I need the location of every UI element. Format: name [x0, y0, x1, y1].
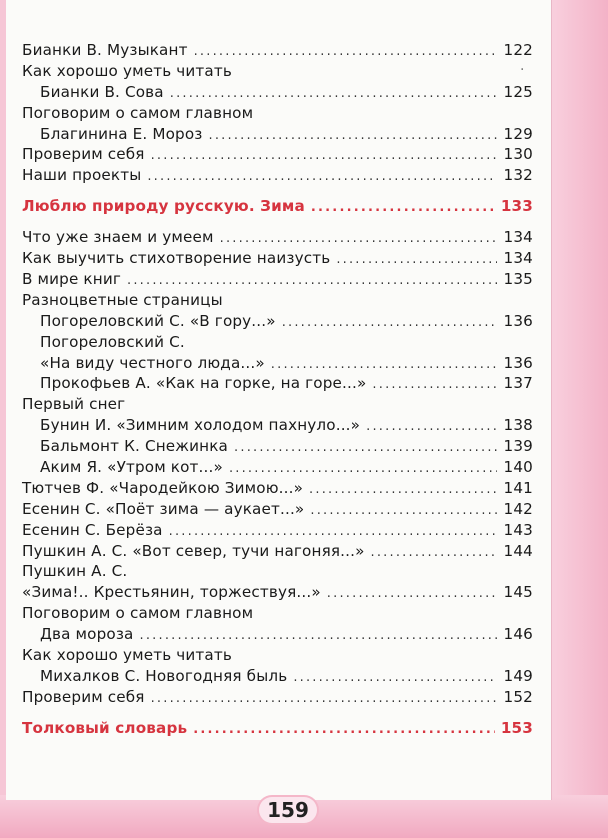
dot-leader: [229, 459, 497, 480]
pencil-mark: ·: [520, 62, 525, 78]
dot-leader: [147, 167, 497, 188]
toc-entry-title: Проверим себя: [22, 687, 145, 706]
toc-entry: [22, 269, 533, 290]
toc-entry-page: 130: [503, 145, 533, 164]
toc-entry-title: Погореловский С. «В гору...»: [40, 311, 276, 330]
toc-entry: [22, 40, 533, 61]
toc-entry: [22, 687, 533, 708]
dot-leader: [127, 271, 497, 292]
dot-leader: [282, 313, 497, 334]
toc-entry-title: Поговорим о самом главном: [22, 103, 254, 122]
toc-entry-title: Как хорошо уметь читать: [22, 646, 232, 665]
toc-entry-page: 136: [503, 353, 533, 372]
toc-entry: [22, 61, 533, 82]
table-of-contents: [22, 40, 533, 749]
dot-leader: [140, 626, 497, 647]
toc-entry: [22, 561, 533, 582]
toc-entry-page: 142: [503, 499, 533, 518]
toc-entry-title: Бальмонт К. Снежинка: [40, 437, 229, 456]
dot-leader: [194, 42, 497, 63]
toc-entry-title: Что уже знаем и умеем: [22, 228, 214, 247]
toc-entry-page: 136: [503, 311, 533, 330]
toc-entry-page: 125: [503, 82, 533, 101]
toc-entry: [22, 165, 533, 186]
toc-entry: [22, 353, 533, 374]
dot-leader: [311, 198, 495, 219]
dot-leader: [336, 250, 497, 271]
toc-entry-title: Благинина Е. Мороз: [40, 124, 203, 143]
toc-entry-title: Погореловский С.: [40, 332, 185, 351]
toc-entry-title: Прокофьев А. «Как на горке, на горе...»: [40, 374, 367, 393]
toc-entry-page: 152: [503, 687, 533, 706]
toc-entry: [22, 248, 533, 269]
toc-entry-title: Есенин С. «Поёт зима — аукает...»: [22, 499, 305, 518]
toc-entry-page: 140: [503, 458, 533, 477]
toc-entry-title: Бианки В. Сова: [40, 82, 164, 101]
toc-entry-title: Люблю природу русскую. Зима: [22, 197, 305, 216]
toc-entry-title: Толковый словарь: [22, 718, 188, 737]
toc-entry-title: «Зима!.. Крестьянин, торжествуя...»: [22, 583, 321, 602]
toc-entry: [22, 541, 533, 562]
toc-entry: [22, 666, 533, 687]
dot-leader: [310, 501, 497, 522]
toc-entry: [22, 103, 533, 124]
dot-leader: [151, 146, 497, 167]
toc-entry-title: Два мороза: [40, 625, 134, 644]
dot-leader: [170, 84, 497, 105]
toc-entry-page: 137: [503, 374, 533, 393]
toc-entry-title: В мире книг: [22, 270, 121, 289]
toc-entry-title: Аким Я. «Утром кот...»: [40, 458, 223, 477]
toc-entry-title: Тютчев Ф. «Чародейкою Зимою...»: [22, 478, 304, 497]
toc-entry: [22, 144, 533, 165]
dot-leader: [271, 355, 497, 376]
toc-entry-page: 139: [503, 437, 533, 456]
toc-section-heading: [22, 718, 533, 739]
toc-entry-title: Есенин С. Берёза: [22, 520, 163, 539]
dot-leader: [151, 689, 497, 710]
toc-entry-title: Как выучить стихотворение наизусть: [22, 249, 331, 268]
dot-leader: [193, 720, 495, 741]
toc-entry-page: 133: [500, 197, 533, 216]
toc-entry-title: Михалков С. Новогодняя быль: [40, 666, 288, 685]
dot-leader: [372, 375, 497, 396]
toc-section-heading: [22, 196, 533, 217]
toc-entry-title: Бунин И. «Зимним холодом пахнуло...»: [40, 416, 361, 435]
toc-entry: [22, 603, 533, 624]
toc-entry: [22, 478, 533, 499]
toc-entry-title: Пушкин А. С. «Вот север, тучи нагоняя...»: [22, 541, 365, 560]
toc-entry-title: Первый снег: [22, 395, 126, 414]
toc-entry-title: Пушкин А. С.: [22, 562, 128, 581]
toc-entry: [22, 582, 533, 603]
toc-entry: [22, 520, 533, 541]
page-number-badge: [257, 795, 319, 825]
toc-entry-page: 146: [503, 625, 533, 644]
toc-entry-page: 134: [503, 249, 533, 268]
toc-entry-title: Разноцветные страницы: [22, 290, 223, 309]
dot-leader: [234, 438, 497, 459]
toc-entry-page: 141: [503, 478, 533, 497]
toc-entry-page: 153: [500, 718, 533, 737]
dot-leader: [293, 668, 497, 689]
dot-leader: [371, 543, 497, 564]
dot-leader: [169, 522, 497, 543]
toc-entry: [22, 457, 533, 478]
toc-entry: [22, 227, 533, 248]
toc-entry: [22, 499, 533, 520]
toc-entry-title: Проверим себя: [22, 145, 145, 164]
toc-entry-page: 145: [503, 583, 533, 602]
page-number: 159: [259, 797, 317, 823]
toc-entry-page: 122: [503, 41, 533, 59]
toc-entry-page: 134: [503, 228, 533, 247]
toc-entry-page: 143: [503, 520, 533, 539]
toc-entry: [22, 311, 533, 332]
toc-entry-page: 132: [503, 166, 533, 185]
toc-entry-page: 144: [503, 541, 533, 560]
toc-entry-page: 149: [503, 666, 533, 685]
toc-entry: [22, 332, 533, 353]
toc-entry: [22, 624, 533, 645]
toc-entry: [22, 394, 533, 415]
dot-leader: [209, 126, 497, 147]
toc-entry: [22, 373, 533, 394]
dot-leader: [327, 584, 497, 605]
dot-leader: [309, 480, 497, 501]
toc-entry-title: Бианки В. Музыкант: [22, 41, 188, 59]
toc-entry-title: Как хорошо уметь читать: [22, 61, 232, 80]
dot-leader: [220, 229, 497, 250]
toc-entry-page: 129: [503, 124, 533, 143]
toc-entry-title: Поговорим о самом главном: [22, 604, 254, 623]
toc-entry: [22, 82, 533, 103]
dot-leader: [366, 417, 497, 438]
toc-entry: [22, 415, 533, 436]
toc-entry-page: 138: [503, 416, 533, 435]
toc-entry: [22, 436, 533, 457]
toc-entry: [22, 290, 533, 311]
toc-entry-title: Наши проекты: [22, 166, 142, 185]
toc-entry: [22, 645, 533, 666]
toc-entry-page: 135: [503, 270, 533, 289]
toc-entry: [22, 124, 533, 145]
toc-entry-title: «На виду честного люда...»: [40, 353, 265, 372]
pink-background-right: [545, 0, 608, 838]
